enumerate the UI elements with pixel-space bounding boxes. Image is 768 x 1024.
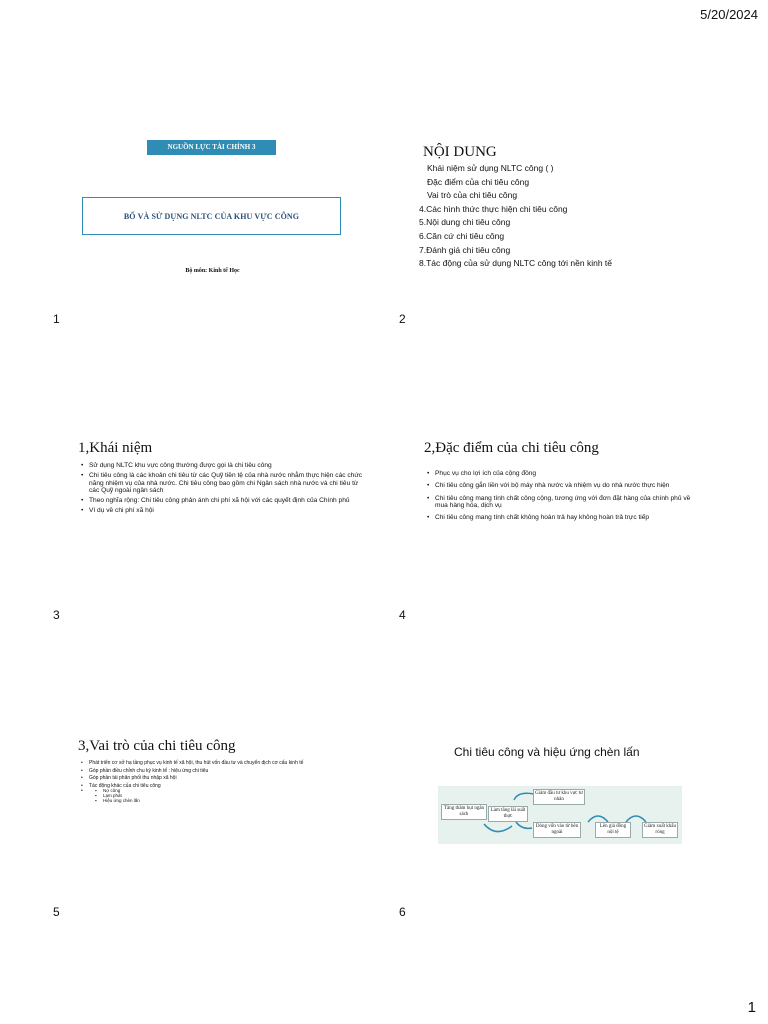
sub-bullet-item: ▪ Lạm phát — [97, 794, 353, 799]
diagram-box-deficit: Tăng thâm hụt ngân sách — [441, 804, 487, 820]
diagram-box-net-exports: Giảm xuất khẩu ròng — [642, 822, 678, 838]
bullet-item: • Chi tiêu công là các khoản chi tiêu từ các Quỹ tiền tệ của nhà nước nhằm thực hiện các chức năng nhiệm vụ của nhà nước. Chi tiêu công bao gồm chi Ngân sách nhà nước và chi tiêu từ các Quỹ ngoài ngân sách — [83, 472, 363, 494]
slide-number-2: 2 — [399, 312, 406, 326]
sub-bullet-item: ▪ Hiệu ứng chèn lấn — [97, 799, 353, 804]
slide6-title: Chi tiêu công và hiệu ứng chèn lấn — [454, 745, 640, 759]
bullet-item: • Chi tiêu công mang tính chất không hoàn trả hay không hoàn trả trực tiếp — [429, 514, 704, 521]
bullet-item: • Phát triển cơ sở hạ tầng phục vụ kinh tế xã hội, thu hút vốn đầu tư và chuyển dịch cơ cấu kinh tế — [83, 761, 353, 767]
slide5-bullets — [76, 761, 353, 804]
slide4-title: 2,Đặc điểm của chi tiêu công — [424, 440, 599, 456]
arrow — [516, 822, 532, 828]
sub-list — [83, 789, 353, 804]
diagram-box-interest: Làm tăng lãi suất thực — [488, 806, 528, 822]
bullet-item: • Ví dụ về chi phí xã hội — [83, 507, 363, 514]
bullet-item: • Góp phần tái phân phối thu nhập xã hội — [83, 776, 353, 782]
bullet-item: • Góp phần điều chỉnh chu kỳ kinh tế : hiệu ứng chi tiêu — [83, 769, 353, 775]
slide1-banner: NGUỒN LỰC TÀI CHÍNH 3 — [147, 140, 276, 155]
slide2-contents-list — [419, 162, 612, 271]
bullet-item: • Sử dụng NLTC khu vực công thường được gọi là chi tiêu công — [83, 462, 363, 469]
slide4-bullets — [422, 470, 704, 521]
slide-number-5: 5 — [53, 905, 60, 919]
slide-number-4: 4 — [399, 608, 406, 622]
slide1-title: BỐ VÀ SỬ DỤNG NLTC CỦA KHU VỰC CÔNG — [123, 211, 300, 221]
contents-item: 6.Căn cứ chi tiêu công — [419, 230, 505, 241]
contents-item: Vai trò của chi tiêu công — [427, 190, 518, 201]
sub-bullet-item: ▪ • Nợ công — [97, 789, 353, 794]
bullet-item: • Theo nghĩa rộng: Chi tiêu công phản ánh chi phí xã hội với các quyết định của Chính phủ — [83, 497, 363, 504]
slide2-title: NỘI DUNG — [423, 144, 497, 160]
print-date: 5/20/2024 — [700, 7, 758, 22]
slide-number-3: 3 — [53, 608, 60, 622]
contents-item: 5.Nội dung chi tiêu công — [419, 217, 511, 228]
slide3-title: 1,Khái niệm — [78, 440, 153, 456]
diagram-box-currency: Lên giá đồng nội tệ — [595, 822, 631, 838]
arrow — [514, 793, 534, 800]
crowding-out-diagram — [438, 786, 682, 844]
contents-item: 4.Các hình thức thực hiện chi tiêu công — [419, 203, 568, 214]
bullet-item: • Chi tiêu công mang tính chất công cộng, tương ứng với đơn đặt hàng của chính phủ về mua hàng hóa, dịch vụ — [429, 495, 704, 510]
contents-item: 8.Tác động của sử dụng NLTC công tới nền kinh tế — [419, 258, 613, 269]
bullet-item: • Phục vụ cho lợi ích của cộng đồng — [429, 470, 704, 477]
contents-item: Đặc điểm của chi tiêu công — [427, 176, 530, 187]
diagram-box-investment: Giảm đầu tư khu vực tư nhân — [533, 789, 585, 805]
slide1-title-box — [82, 197, 341, 235]
slide3-bullets — [76, 462, 363, 515]
bullet-item: • Tác động khác của chi tiêu công — [83, 784, 353, 790]
contents-item: 7.Đánh giá chi tiêu công — [419, 244, 511, 255]
slide1-department: Bộ môn: Kinh tế Học — [185, 268, 240, 274]
slide5-title: 3,Vai trò của chi tiêu công — [78, 738, 236, 754]
slide-number-6: 6 — [399, 905, 406, 919]
page-number: 1 — [747, 999, 756, 1016]
bullet-item: • Chi tiêu công gắn liền với bộ máy nhà nước và nhiệm vụ do nhà nước thực hiện — [429, 482, 704, 489]
arrow — [484, 824, 512, 832]
diagram-box-capital-inflow: Dòng vốn vào từ bên ngoài — [533, 822, 581, 838]
contents-item: Khái niệm sử dụng NLTC công ( ) — [427, 163, 554, 173]
slide-number-1: 1 — [53, 312, 60, 326]
